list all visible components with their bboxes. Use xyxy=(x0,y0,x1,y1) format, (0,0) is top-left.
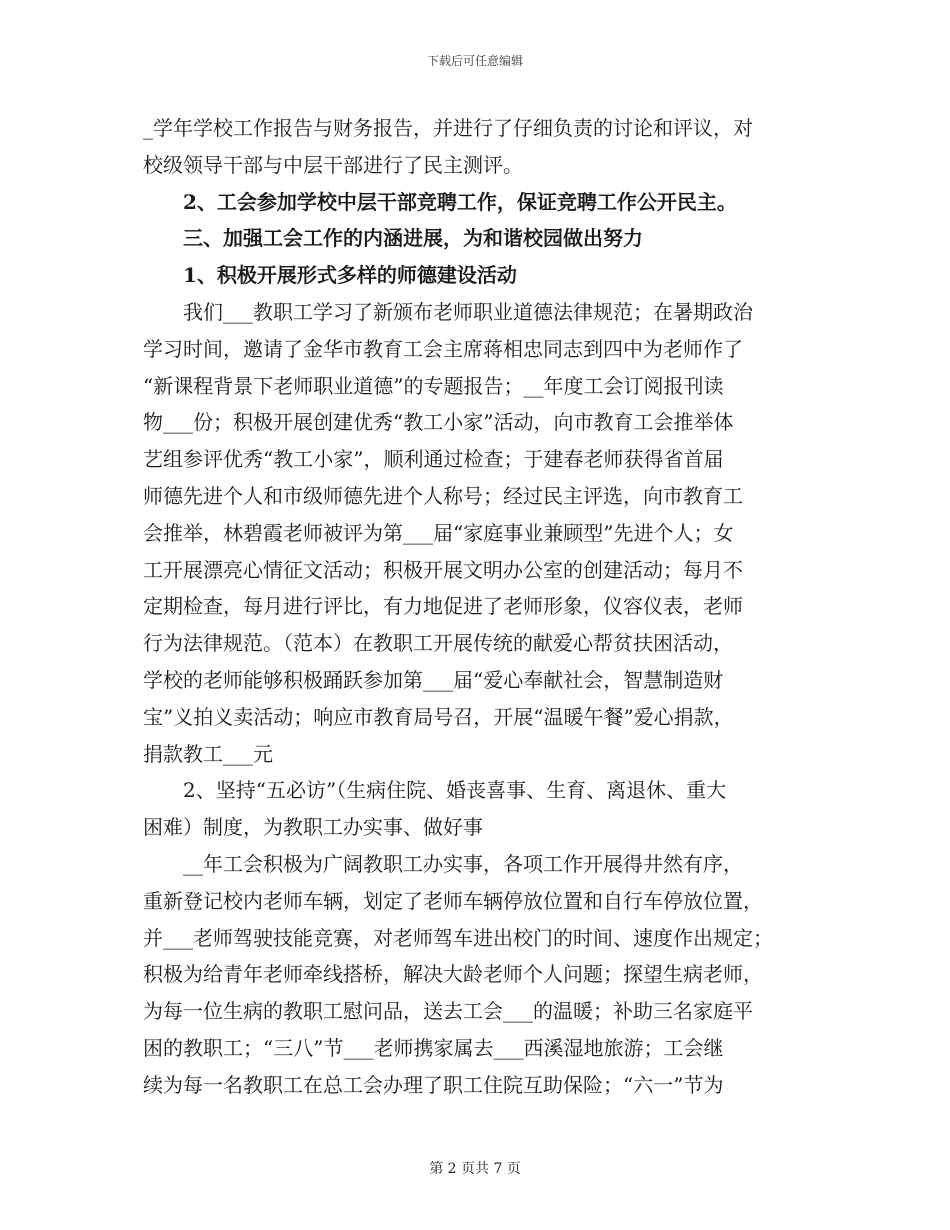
text-line: 捐款教工___元 xyxy=(143,741,273,766)
document-body xyxy=(143,110,813,1104)
text-line: 定期检查，每月进行评比，有力地促进了老师形象，仪容仪表，老师 xyxy=(143,594,743,619)
text-line: 我们___教职工学习了新颁布老师职业道德法律规范；在暑期政治 xyxy=(183,299,753,324)
text-line: 会推举，林碧霞老师被评为第___届“家庭事业兼顾型”先进个人；女 xyxy=(143,520,734,545)
text-line: 并___老师驾驶技能竞赛，对老师驾车进出校门的时间、速度作出规定； xyxy=(143,925,773,950)
page-footer: 第 2 页共 7 页 xyxy=(429,1161,521,1177)
text-line: 为每一位生病的教职工慰问品，送去工会___的温暖；补助三名家庭平 xyxy=(143,999,753,1024)
text-line: _学年学校工作报告与财务报告，并进行了仔细负责的讨论和评议，对 xyxy=(143,116,753,140)
text-line: 学习时间，邀请了金华市教育工会主席蒋相忠同志到四中为老师作了 xyxy=(143,336,743,361)
text-line: 积极为给青年老师牵线搭桥，解决大龄老师个人问题；探望生病老师， xyxy=(143,962,763,987)
text-line: 困难）制度，为教职工办实事、做好事 xyxy=(143,815,483,840)
text-line: 困的教职工；“三八”节___老师携家属去___西溪湿地旅游；工会继 xyxy=(143,1035,724,1060)
text-line: 重新登记校内老师车辆，划定了老师车辆停放位置和自行车停放位置， xyxy=(143,888,763,913)
text-line: 师德先进个人和市级师德先进个人称号；经过民主评选，向市教育工 xyxy=(143,483,743,508)
text-line: 工开展漂亮心情征文活动；积极开展文明办公室的创建活动；每月不 xyxy=(143,557,743,582)
text-line: 校级领导干部与中层干部进行了民主测评。 xyxy=(143,152,523,177)
text-line: 宝”义拍义卖活动；响应市教育局号召，开展“温暖午餐”爱心捐款， xyxy=(143,704,734,729)
text-line: 学校的老师能够积极踊跃参加第___届“爱心奉献社会，智慧制造财 xyxy=(143,667,724,692)
text-line: 行为法律规范。（范本）在教职工开展传统的献爱心帮贫扶困活动， xyxy=(143,631,733,656)
page-header: 下载后可任意编辑 xyxy=(426,54,523,68)
text-line: 物___份；积极开展创建优秀“教工小家”活动，向市教育工会推举体 xyxy=(143,410,734,435)
text-line: 艺组参评优秀“教工小家”，顺利通过检查；于建春老师获得省首届 xyxy=(143,447,724,472)
text-line: __年工会积极为广阔教职工办实事，各项工作开展得井然有序， xyxy=(183,851,743,876)
heading-line: 2、工会参加学校中层干部竞聘工作，保证竞聘工作公开民主。 xyxy=(183,189,737,214)
text-line: 续为每一名教职工在总工会办理了职工住院互助保险；“六一”节为 xyxy=(143,1072,724,1097)
text-line: “新课程背景下老师职业道德”的专题报告；__年度工会订阅报刊读 xyxy=(143,373,724,398)
heading-line: 1、积极开展形式多样的师德建设活动 xyxy=(183,263,517,288)
heading-line: 三、加强工会工作的内涵进展，为和谐校园做出努力 xyxy=(183,226,643,251)
text-line: 2、坚持“五必访”（生病住院、婚丧喜事、生育、离退休、重大 xyxy=(183,778,727,803)
